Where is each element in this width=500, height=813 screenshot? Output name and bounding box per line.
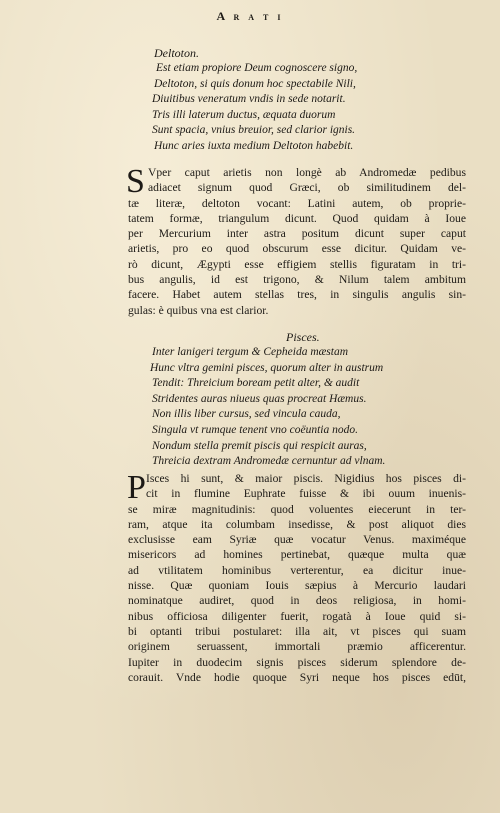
prose-line: originem seruassent, immortali præmio afficerentur.	[128, 640, 466, 654]
prose-line: Isces hi sunt, & maior piscis. Nigidius hos pisces di-	[146, 472, 466, 485]
running-title: A r a t i	[216, 9, 284, 23]
deltoton-verse-block	[128, 46, 466, 155]
prose-line: Vper caput arietis non longè ab Andromedæ pedibus	[148, 166, 466, 179]
prose-line: exclusisse eam Syriæ quæ vocatur Venus. maximéque	[128, 533, 466, 547]
verse-line: Tendit: Threicium boream petit alter, & audit	[152, 377, 360, 390]
verse-line: Non illis liber cursus, sed vincula cauda,	[152, 408, 341, 421]
verse-line: Sunt spacia, vnius breuior, sed clarior ignis.	[152, 124, 356, 137]
verse-line: Inter lanigeri tergum & Cepheida mæstam	[152, 346, 349, 358]
prose-line: nibus officiosa diligenter fuerit, rogatà à Ioue quid si-	[128, 609, 466, 623]
prose-line: se miræ magnitudinis: quod voluentes eiecerunt in ter-	[128, 502, 466, 516]
prose-line: nisse. Quæ quoniam Iouis sæpius à Mercurio laudari	[128, 579, 466, 593]
prose-line: misericors ad homines pertinebat, quæque multa quæ	[128, 548, 466, 562]
verse-line: Hunc vltra gemini pisces, quorum alter in austrum	[150, 361, 384, 374]
pisces-prose-block	[128, 471, 466, 685]
section-title-pisces: Pisces.	[286, 330, 320, 344]
prose-line: cit in flumine Euphrate fuisse & ibi ouum inuenis-	[146, 487, 466, 501]
verse-line: Tris illi laterum ductus, æquata duorum	[152, 108, 336, 121]
prose-line: bus angulis, id est trigono, & Nilum talem ambitum	[128, 273, 466, 287]
prose-line: per Mercurium inter astra positum dicunt super caput	[128, 227, 466, 241]
verse-line: Diuitibus veneratum vndis in sede notarit.	[152, 93, 346, 106]
prose-line: tatem formæ, triangulum dicunt. Quod quidam à Ioue	[128, 211, 466, 225]
verse-line: Est etiam propiore Deum cognoscere signo,	[156, 62, 358, 74]
drop-cap: P	[127, 469, 146, 506]
deltoton-prose-block	[128, 165, 466, 318]
prose-line: tæ literæ, deltoton vocant: Latini autem, ob proprie-	[128, 196, 466, 210]
prose-line: arietis, pro eo quod obscurum esse dicitur. Quidam ve-	[128, 242, 466, 256]
verse-line: Stridentes auras niueus quas procreat Hæmus.	[152, 392, 367, 405]
pisces-verse-block	[128, 330, 466, 470]
prose-line: Iupiter in duodecim signis pisces siderum splendore de-	[128, 655, 466, 669]
prose-line: gulas: è quibus vna est clarior.	[128, 303, 269, 317]
prose-line: rò dicunt, Ægypti esse effigiem stellis figuratam in tri-	[128, 257, 466, 271]
verse-line: Deltoton, si quis donum hoc spectabile Nili,	[154, 77, 356, 90]
prose-line: ad vtilitatem hominibus verterentur, ea dicitur inue-	[128, 563, 466, 577]
prose-line: facere. Habet autem stellas tres, in singulis angulis sin-	[128, 288, 466, 302]
prose-line: bi optanti tribui postularet: illa ait, vt pisces qui suam	[128, 624, 466, 638]
verse-line: Nondum stella premit piscis qui respicit auras,	[152, 439, 367, 452]
verse-line: Singula vt rumque tenent vno coëuntia nodo.	[152, 423, 359, 436]
verse-line: Hunc aries iuxta medium Deltoton habebit.	[154, 139, 354, 152]
prose-line: adiacet signum quod Græci, ob similitudinem del-	[148, 181, 466, 195]
drop-cap: S	[126, 163, 145, 200]
prose-line: nominatque audiret, quod in deos religiosa, in homi-	[128, 594, 466, 608]
prose-line: ram, atque ita columbam insedisse, & post aliquot dies	[128, 517, 466, 531]
prose-line: corauit. Vnde hodie quoque Syri neque hos pisces edūt,	[128, 670, 466, 684]
verse-line: Threicia dextram Andromedæ cernuntur ad vlnam.	[152, 455, 386, 468]
section-title-deltoton: Deltoton.	[154, 46, 199, 60]
